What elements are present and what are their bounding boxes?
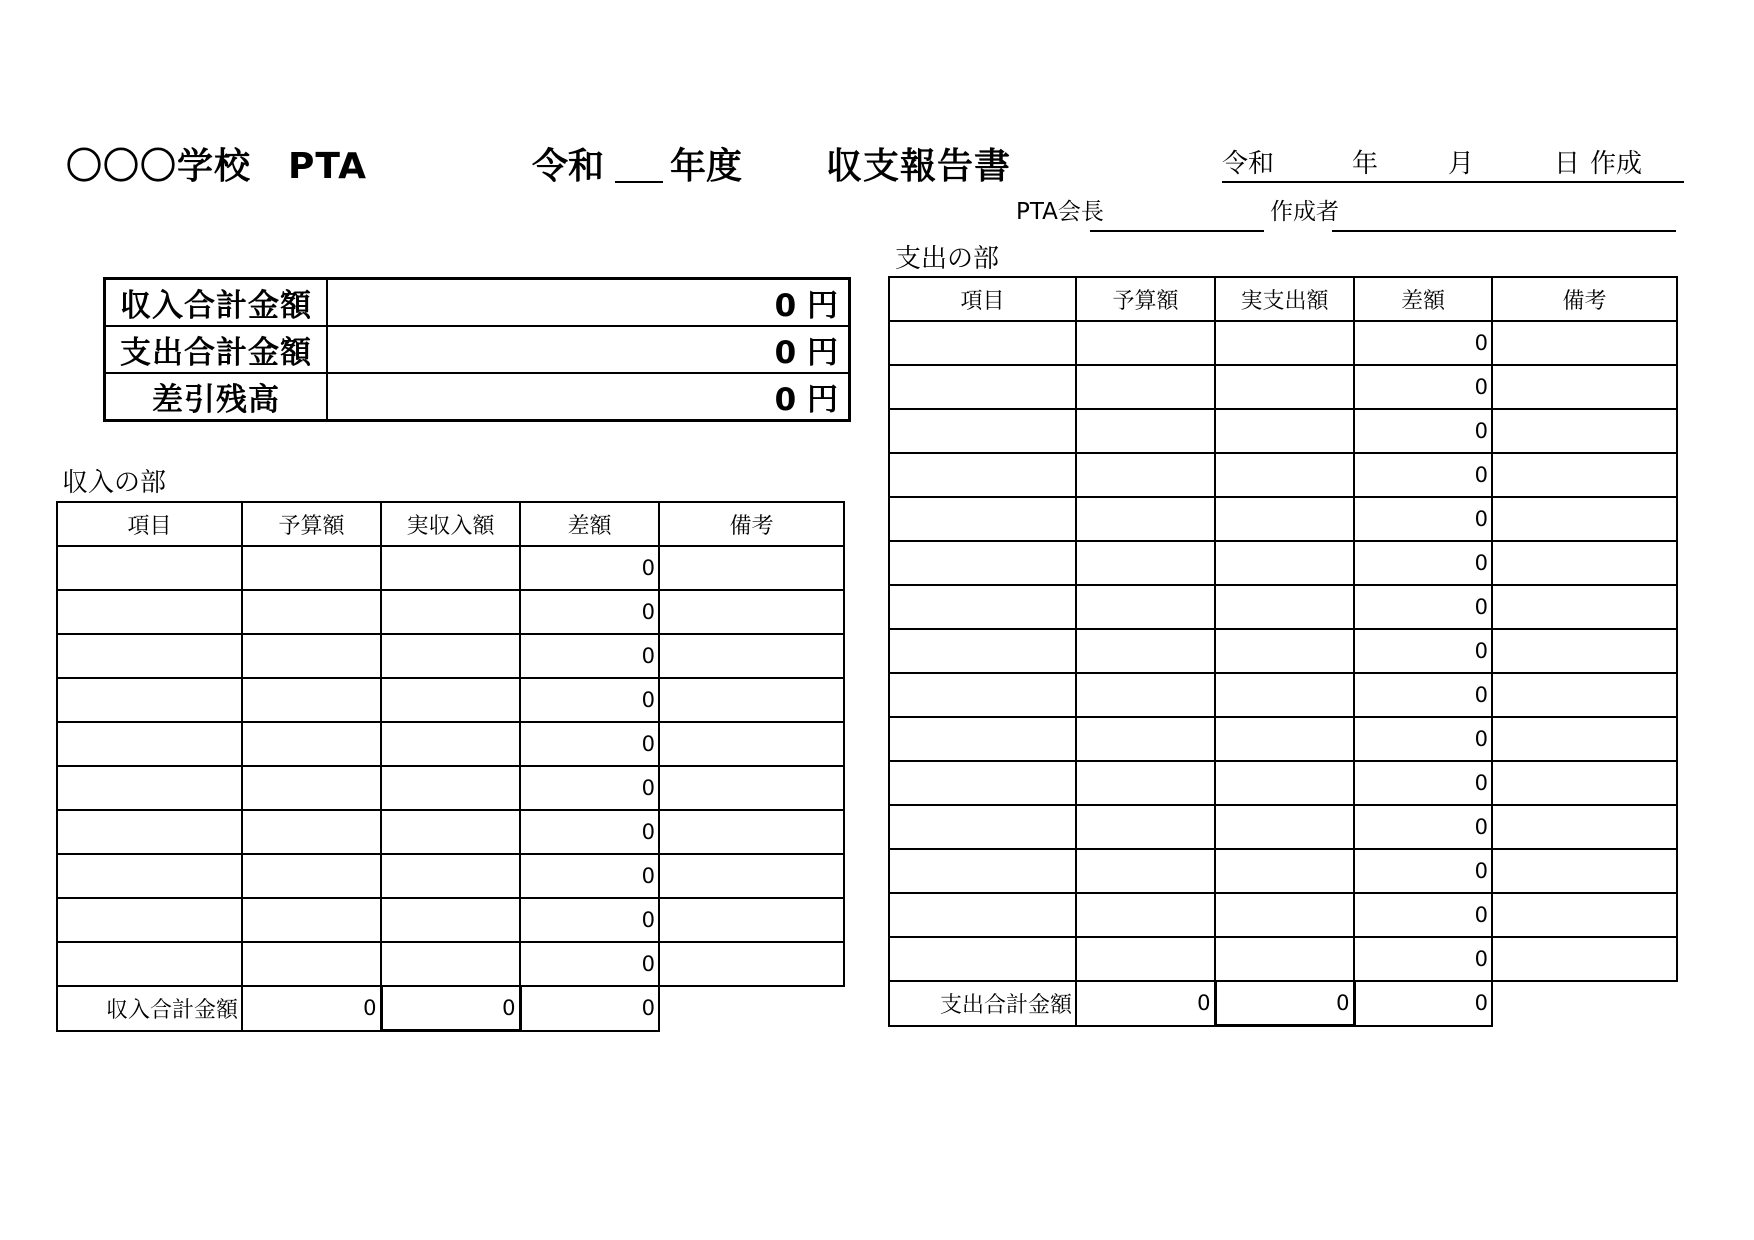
cell-actual[interactable] [381, 942, 520, 986]
cell-diff: 0 [520, 942, 659, 986]
cell-note[interactable] [659, 810, 844, 854]
cell-note[interactable] [1492, 629, 1677, 673]
cell-actual[interactable] [381, 546, 520, 590]
cell-item[interactable] [889, 893, 1076, 937]
fiscal-year-suffix: 年度 [670, 146, 743, 187]
summary-value: 0 円 [327, 326, 850, 373]
cell-item[interactable] [889, 585, 1076, 629]
cell-diff: 0 [1354, 453, 1492, 497]
cell-item[interactable] [57, 810, 242, 854]
cell-diff: 0 [520, 766, 659, 810]
column-header-item: 項目 [57, 502, 242, 546]
cell-diff: 0 [520, 634, 659, 678]
cell-budget[interactable] [1076, 629, 1215, 673]
table-row [889, 849, 1677, 893]
table-row [57, 590, 844, 634]
cell-diff: 0 [1354, 365, 1492, 409]
table-row [57, 634, 844, 678]
table-row [57, 678, 844, 722]
date-suffix: 作成 [1590, 149, 1643, 179]
cell-note[interactable] [1492, 497, 1677, 541]
cell-actual[interactable] [1215, 893, 1354, 937]
cell-actual[interactable] [381, 590, 520, 634]
cell-item[interactable] [57, 722, 242, 766]
cell-diff: 0 [520, 678, 659, 722]
total-diff: 0 [520, 986, 659, 1031]
column-header-actual: 実支出額 [1215, 277, 1354, 321]
table-row [57, 942, 844, 986]
total-actual: 0 [1215, 981, 1354, 1026]
cell-item[interactable] [57, 678, 242, 722]
cell-diff: 0 [1354, 409, 1492, 453]
column-header-budget: 予算額 [1076, 277, 1215, 321]
cell-budget[interactable] [1076, 497, 1215, 541]
table-row [889, 805, 1677, 849]
fiscal-year-blank-field[interactable] [615, 181, 663, 183]
cell-budget[interactable] [242, 634, 381, 678]
income-table [56, 501, 845, 1032]
table-row [57, 766, 844, 810]
cell-item[interactable] [57, 590, 242, 634]
table-row [57, 810, 844, 854]
cell-diff: 0 [520, 590, 659, 634]
column-header-item: 項目 [889, 277, 1076, 321]
cell-item[interactable] [889, 497, 1076, 541]
total-budget: 0 [1076, 981, 1215, 1026]
column-header-actual: 実収入額 [381, 502, 520, 546]
table-row [889, 937, 1677, 981]
cell-item[interactable] [889, 321, 1076, 365]
total-label: 支出合計金額 [889, 981, 1076, 1026]
cell-actual[interactable] [1215, 453, 1354, 497]
cell-item[interactable] [889, 717, 1076, 761]
cell-note[interactable] [659, 722, 844, 766]
cell-actual[interactable] [1215, 497, 1354, 541]
cell-budget[interactable] [1076, 541, 1215, 585]
cell-note[interactable] [659, 634, 844, 678]
cell-note[interactable] [1492, 761, 1677, 805]
cell-item[interactable] [889, 849, 1076, 893]
cell-budget[interactable] [242, 810, 381, 854]
cell-actual[interactable] [1215, 761, 1354, 805]
cell-item[interactable] [57, 766, 242, 810]
report-title: 収支報告書 [826, 146, 1012, 187]
cell-actual[interactable] [1215, 541, 1354, 585]
cell-diff: 0 [1354, 629, 1492, 673]
column-header-note: 備考 [1492, 277, 1677, 321]
income-header-row [57, 502, 844, 546]
cell-note[interactable] [1492, 409, 1677, 453]
fiscal-year-era: 令和 [532, 146, 605, 187]
cell-note[interactable] [1492, 893, 1677, 937]
author-signature-field[interactable] [1332, 230, 1676, 232]
cell-item[interactable] [889, 365, 1076, 409]
table-row [889, 585, 1677, 629]
creation-date-field[interactable] [1222, 141, 1684, 183]
cell-diff: 0 [1354, 893, 1492, 937]
cell-budget[interactable] [242, 766, 381, 810]
date-day-unit: 日 [1554, 149, 1581, 179]
cell-budget[interactable] [1076, 585, 1215, 629]
column-header-note: 備考 [659, 502, 844, 546]
summary-value: 0 円 [327, 373, 850, 421]
table-row [57, 854, 844, 898]
school-pta-title: 〇〇〇学校 PTA [66, 146, 368, 187]
expense-section-title: 支出の部 [895, 244, 1000, 274]
cell-diff: 0 [1354, 541, 1492, 585]
summary-label: 支出合計金額 [105, 326, 328, 373]
cell-actual[interactable] [1215, 321, 1354, 365]
cell-item[interactable] [889, 409, 1076, 453]
cell-diff: 0 [1354, 321, 1492, 365]
income-section-title: 収入の部 [62, 468, 167, 498]
cell-budget[interactable] [1076, 321, 1215, 365]
cell-note[interactable] [1492, 805, 1677, 849]
total-actual: 0 [381, 986, 520, 1031]
total-blank [1492, 981, 1677, 1026]
summary-row-income [105, 279, 850, 327]
table-row [889, 497, 1677, 541]
summary-row-balance [105, 373, 850, 421]
cell-budget[interactable] [1076, 805, 1215, 849]
pta-president-label: PTA会長 [1016, 199, 1104, 225]
cell-item[interactable] [889, 937, 1076, 981]
table-row [889, 541, 1677, 585]
cell-note[interactable] [1492, 849, 1677, 893]
date-era: 令和 [1222, 149, 1275, 179]
column-header-budget: 予算額 [242, 502, 381, 546]
cell-diff: 0 [1354, 805, 1492, 849]
cell-item[interactable] [889, 805, 1076, 849]
cell-item[interactable] [889, 453, 1076, 497]
cell-diff: 0 [520, 546, 659, 590]
cell-actual[interactable] [381, 722, 520, 766]
cell-budget[interactable] [1076, 937, 1215, 981]
total-diff: 0 [1354, 981, 1492, 1026]
cell-actual[interactable] [1215, 629, 1354, 673]
cell-note[interactable] [659, 546, 844, 590]
total-blank [659, 986, 844, 1031]
cell-diff: 0 [520, 810, 659, 854]
cell-item[interactable] [57, 898, 242, 942]
cell-diff: 0 [1354, 937, 1492, 981]
cell-note[interactable] [1492, 937, 1677, 981]
table-row [889, 893, 1677, 937]
total-row [889, 981, 1677, 1026]
total-budget: 0 [242, 986, 381, 1031]
cell-budget[interactable] [242, 546, 381, 590]
cell-diff: 0 [1354, 673, 1492, 717]
cell-budget[interactable] [242, 942, 381, 986]
table-row [57, 898, 844, 942]
cell-budget[interactable] [1076, 717, 1215, 761]
cell-actual[interactable] [381, 766, 520, 810]
cell-actual[interactable] [381, 854, 520, 898]
cell-diff: 0 [1354, 585, 1492, 629]
table-row [889, 453, 1677, 497]
cell-budget[interactable] [242, 898, 381, 942]
cell-actual[interactable] [1215, 585, 1354, 629]
summary-value: 0 円 [327, 279, 850, 327]
cell-diff: 0 [1354, 717, 1492, 761]
cell-budget[interactable] [1076, 453, 1215, 497]
cell-diff: 0 [520, 722, 659, 766]
table-row [889, 761, 1677, 805]
author-label: 作成者 [1270, 199, 1339, 225]
cell-item[interactable] [57, 942, 242, 986]
cell-actual[interactable] [381, 678, 520, 722]
table-row [57, 546, 844, 590]
cell-note[interactable] [1492, 453, 1677, 497]
cell-budget[interactable] [1076, 761, 1215, 805]
date-month-unit: 月 [1448, 149, 1475, 179]
cell-item[interactable] [889, 629, 1076, 673]
table-row [889, 673, 1677, 717]
date-year-unit: 年 [1352, 149, 1379, 179]
summary-label: 差引残高 [105, 373, 328, 421]
cell-diff: 0 [520, 898, 659, 942]
summary-row-expense [105, 326, 850, 373]
cell-item[interactable] [57, 634, 242, 678]
cell-item[interactable] [57, 854, 242, 898]
cell-note[interactable] [1492, 585, 1677, 629]
cell-budget[interactable] [242, 678, 381, 722]
expense-header-row [889, 277, 1677, 321]
cell-note[interactable] [659, 590, 844, 634]
cell-diff: 0 [1354, 849, 1492, 893]
cell-budget[interactable] [242, 854, 381, 898]
cell-actual[interactable] [381, 634, 520, 678]
cell-note[interactable] [1492, 321, 1677, 365]
column-header-diff: 差額 [1354, 277, 1492, 321]
cell-actual[interactable] [381, 810, 520, 854]
cell-actual[interactable] [381, 898, 520, 942]
cell-note[interactable] [1492, 717, 1677, 761]
cell-note[interactable] [659, 678, 844, 722]
pta-president-signature-field[interactable] [1090, 230, 1264, 232]
cell-actual[interactable] [1215, 717, 1354, 761]
cell-budget[interactable] [1076, 673, 1215, 717]
cell-item[interactable] [889, 673, 1076, 717]
table-row [889, 717, 1677, 761]
cell-actual[interactable] [1215, 937, 1354, 981]
cell-note[interactable] [1492, 541, 1677, 585]
cell-note[interactable] [659, 898, 844, 942]
cell-budget[interactable] [1076, 409, 1215, 453]
table-row [889, 409, 1677, 453]
table-row [889, 321, 1677, 365]
cell-item[interactable] [57, 546, 242, 590]
summary-table [103, 277, 851, 422]
cell-budget[interactable] [1076, 365, 1215, 409]
column-header-diff: 差額 [520, 502, 659, 546]
cell-diff: 0 [520, 854, 659, 898]
cell-budget[interactable] [242, 590, 381, 634]
expense-table [888, 276, 1678, 1027]
cell-actual[interactable] [1215, 849, 1354, 893]
cell-note[interactable] [1492, 365, 1677, 409]
table-row [57, 722, 844, 766]
cell-note[interactable] [659, 766, 844, 810]
cell-actual[interactable] [1215, 409, 1354, 453]
total-row [57, 986, 844, 1031]
table-row [889, 365, 1677, 409]
cell-note[interactable] [1492, 673, 1677, 717]
table-row [889, 629, 1677, 673]
cell-note[interactable] [659, 854, 844, 898]
cell-budget[interactable] [242, 722, 381, 766]
cell-diff: 0 [1354, 761, 1492, 805]
total-label: 収入合計金額 [57, 986, 242, 1031]
cell-diff: 0 [1354, 497, 1492, 541]
cell-actual[interactable] [1215, 805, 1354, 849]
cell-item[interactable] [889, 541, 1076, 585]
cell-actual[interactable] [1215, 673, 1354, 717]
cell-budget[interactable] [1076, 849, 1215, 893]
summary-label: 収入合計金額 [105, 279, 328, 327]
cell-item[interactable] [889, 761, 1076, 805]
cell-budget[interactable] [1076, 893, 1215, 937]
cell-note[interactable] [659, 942, 844, 986]
cell-actual[interactable] [1215, 365, 1354, 409]
